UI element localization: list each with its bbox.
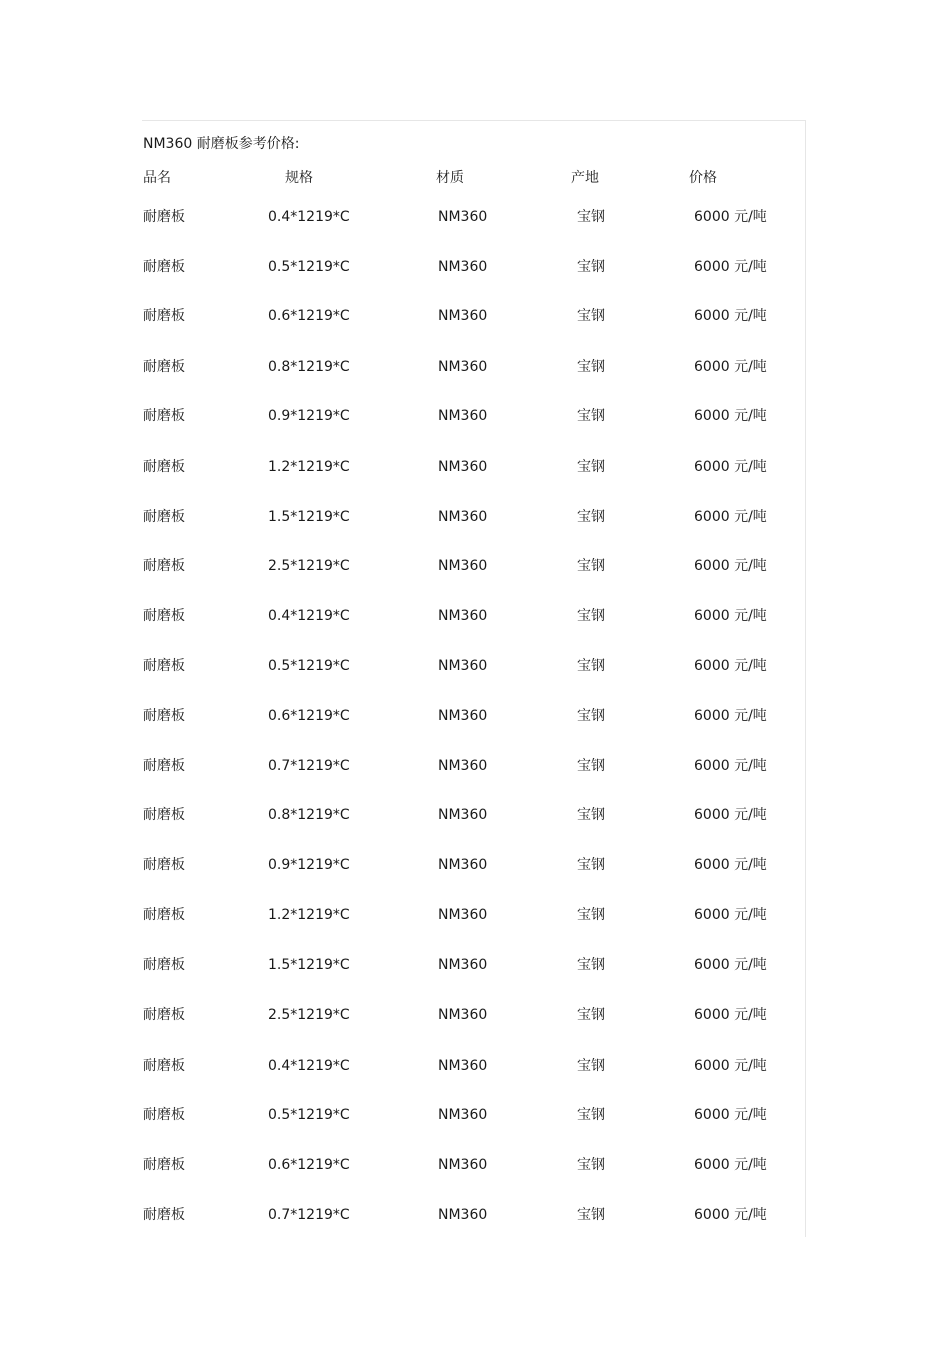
cell-spec: 1.5*1219*C [268,509,350,525]
cell-price: 6000 元/吨 [694,1107,767,1123]
cell-spec: 0.6*1219*C [268,708,350,724]
cell-origin: 宝钢 [577,408,605,424]
table-row [0,706,950,726]
cell-material: NM360 [438,1157,488,1173]
cell-spec: 0.8*1219*C [268,807,350,823]
table-row [0,1005,950,1025]
table-row [0,1105,950,1125]
cell-spec: 0.4*1219*C [268,608,350,624]
cell-price: 6000 元/吨 [694,1007,767,1023]
cell-spec: 0.5*1219*C [268,658,350,674]
cell-price: 6000 元/吨 [694,1058,767,1074]
cell-product-name: 耐磨板 [143,857,185,873]
cell-product-name: 耐磨板 [143,408,185,424]
cell-spec: 0.6*1219*C [268,1157,350,1173]
cell-price: 6000 元/吨 [694,509,767,525]
cell-product-name: 耐磨板 [143,558,185,574]
cell-product-name: 耐磨板 [143,1207,185,1223]
cell-material: NM360 [438,408,488,424]
cell-product-name: 耐磨板 [143,459,185,475]
cell-material: NM360 [438,957,488,973]
table-row [0,556,950,576]
cell-origin: 宝钢 [577,1107,605,1123]
cell-material: NM360 [438,608,488,624]
cell-origin: 宝钢 [577,1207,605,1223]
cell-origin: 宝钢 [577,1058,605,1074]
cell-product-name: 耐磨板 [143,807,185,823]
cell-price: 6000 元/吨 [694,209,767,225]
cell-product-name: 耐磨板 [143,359,185,375]
cell-origin: 宝钢 [577,857,605,873]
cell-product-name: 耐磨板 [143,259,185,275]
cell-origin: 宝钢 [577,1007,605,1023]
cell-price: 6000 元/吨 [694,907,767,923]
cell-spec: 1.2*1219*C [268,459,350,475]
cell-product-name: 耐磨板 [143,758,185,774]
table-row [0,507,950,527]
cell-spec: 1.5*1219*C [268,957,350,973]
cell-price: 6000 元/吨 [694,807,767,823]
cell-product-name: 耐磨板 [143,708,185,724]
table-row [0,406,950,426]
table-row [0,855,950,875]
cell-product-name: 耐磨板 [143,308,185,324]
cell-origin: 宝钢 [577,359,605,375]
cell-material: NM360 [438,807,488,823]
cell-spec: 0.5*1219*C [268,1107,350,1123]
cell-material: NM360 [438,857,488,873]
header-price: 价格 [689,170,717,186]
cell-origin: 宝钢 [577,259,605,275]
cell-spec: 0.5*1219*C [268,259,350,275]
cell-price: 6000 元/吨 [694,259,767,275]
cell-spec: 2.5*1219*C [268,1007,350,1023]
cell-spec: 0.7*1219*C [268,758,350,774]
cell-origin: 宝钢 [577,459,605,475]
cell-material: NM360 [438,1007,488,1023]
cell-product-name: 耐磨板 [143,608,185,624]
cell-origin: 宝钢 [577,308,605,324]
cell-origin: 宝钢 [577,907,605,923]
cell-product-name: 耐磨板 [143,1157,185,1173]
cell-price: 6000 元/吨 [694,359,767,375]
table-row [0,905,950,925]
header-material: 材质 [436,170,464,186]
cell-price: 6000 元/吨 [694,758,767,774]
cell-spec: 0.4*1219*C [268,209,350,225]
cell-price: 6000 元/吨 [694,658,767,674]
cell-price: 6000 元/吨 [694,408,767,424]
cell-origin: 宝钢 [577,708,605,724]
cell-spec: 0.6*1219*C [268,308,350,324]
table-row [0,606,950,626]
cell-spec: 2.5*1219*C [268,558,350,574]
cell-product-name: 耐磨板 [143,209,185,225]
cell-product-name: 耐磨板 [143,509,185,525]
cell-material: NM360 [438,259,488,275]
cell-material: NM360 [438,308,488,324]
table-row [0,207,950,227]
cell-product-name: 耐磨板 [143,658,185,674]
cell-price: 6000 元/吨 [694,1207,767,1223]
cell-price: 6000 元/吨 [694,1157,767,1173]
document-title: NM360 耐磨板参考价格: [143,136,300,152]
cell-origin: 宝钢 [577,1157,605,1173]
table-row [0,1205,950,1225]
cell-product-name: 耐磨板 [143,1058,185,1074]
cell-origin: 宝钢 [577,558,605,574]
cell-material: NM360 [438,459,488,475]
cell-material: NM360 [438,558,488,574]
cell-price: 6000 元/吨 [694,957,767,973]
header-spec: 规格 [285,170,313,186]
table-row [0,656,950,676]
table-row [0,756,950,776]
cell-material: NM360 [438,359,488,375]
table-header [0,168,950,188]
cell-price: 6000 元/吨 [694,459,767,475]
cell-product-name: 耐磨板 [143,1007,185,1023]
cell-product-name: 耐磨板 [143,957,185,973]
cell-price: 6000 元/吨 [694,308,767,324]
cell-spec: 1.2*1219*C [268,907,350,923]
cell-origin: 宝钢 [577,658,605,674]
cell-material: NM360 [438,209,488,225]
cell-spec: 0.9*1219*C [268,857,350,873]
cell-product-name: 耐磨板 [143,1107,185,1123]
cell-material: NM360 [438,509,488,525]
table-row [0,457,950,477]
cell-material: NM360 [438,1107,488,1123]
cell-price: 6000 元/吨 [694,708,767,724]
cell-origin: 宝钢 [577,209,605,225]
table-row [0,805,950,825]
cell-spec: 0.4*1219*C [268,1058,350,1074]
cell-price: 6000 元/吨 [694,558,767,574]
cell-material: NM360 [438,658,488,674]
cell-spec: 0.7*1219*C [268,1207,350,1223]
cell-spec: 0.9*1219*C [268,408,350,424]
table-row [0,955,950,975]
cell-material: NM360 [438,1058,488,1074]
cell-price: 6000 元/吨 [694,857,767,873]
table-row [0,306,950,326]
table-row [0,1155,950,1175]
cell-origin: 宝钢 [577,957,605,973]
table-row [0,1056,950,1076]
cell-origin: 宝钢 [577,758,605,774]
cell-product-name: 耐磨板 [143,907,185,923]
table-row [0,257,950,277]
cell-origin: 宝钢 [577,509,605,525]
cell-origin: 宝钢 [577,807,605,823]
cell-origin: 宝钢 [577,608,605,624]
cell-material: NM360 [438,708,488,724]
header-origin: 产地 [571,170,599,186]
header-product-name: 品名 [143,170,171,186]
cell-spec: 0.8*1219*C [268,359,350,375]
cell-price: 6000 元/吨 [694,608,767,624]
cell-material: NM360 [438,1207,488,1223]
table-row [0,357,950,377]
cell-material: NM360 [438,907,488,923]
cell-material: NM360 [438,758,488,774]
